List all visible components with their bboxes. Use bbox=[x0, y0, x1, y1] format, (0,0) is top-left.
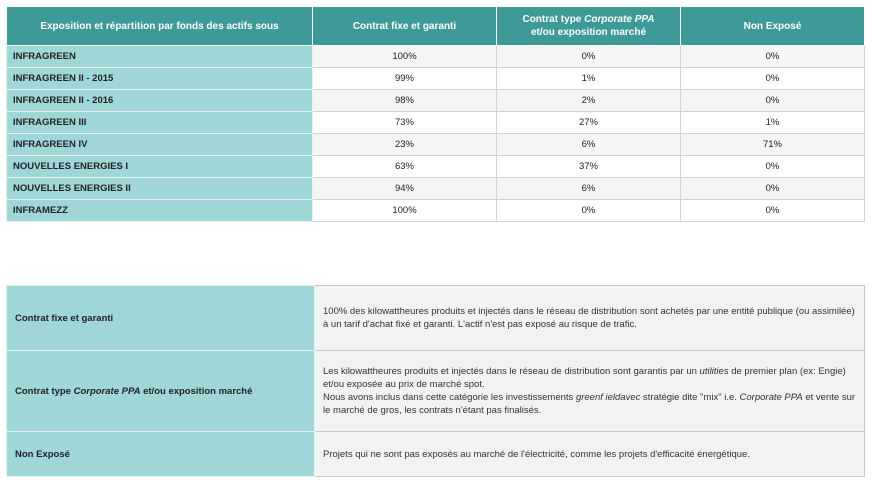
value-ppa: 2% bbox=[497, 90, 681, 112]
fund-name: INFRAGREEN II - 2015 bbox=[7, 68, 313, 90]
definition-term: Contrat fixe et garanti bbox=[7, 286, 315, 351]
header-non-expose: Non Exposé bbox=[681, 7, 865, 46]
value-fixe: 94% bbox=[313, 178, 497, 200]
value-fixe: 100% bbox=[313, 200, 497, 222]
fund-name: NOUVELLES ENERGIES I bbox=[7, 156, 313, 178]
definitions-table bbox=[6, 285, 865, 477]
value-fixe: 99% bbox=[313, 68, 497, 90]
desc-a-em: utilities bbox=[699, 366, 729, 377]
definition-row-fixe bbox=[7, 286, 865, 351]
table-row bbox=[7, 134, 865, 156]
allocation-header-row bbox=[7, 7, 865, 46]
table-row bbox=[7, 46, 865, 68]
table-row bbox=[7, 178, 865, 200]
table-row bbox=[7, 200, 865, 222]
value-fixe: 63% bbox=[313, 156, 497, 178]
value-ppa: 37% bbox=[497, 156, 681, 178]
desc-c: Nous avons inclus dans cette catégorie les investissements bbox=[323, 392, 576, 403]
fund-name: INFRAGREEN II - 2016 bbox=[7, 90, 313, 112]
definition-term bbox=[7, 351, 315, 432]
value-fixe: 73% bbox=[313, 112, 497, 134]
definition-row-non-expose bbox=[7, 432, 865, 477]
header-ppa-pre: Contrat type bbox=[522, 14, 585, 25]
value-non-expose: 0% bbox=[681, 178, 865, 200]
term-post: et/ou exposition marché bbox=[140, 385, 253, 397]
desc-d-em: Corporate PPA bbox=[739, 392, 803, 403]
fund-name: NOUVELLES ENERGIES II bbox=[7, 178, 313, 200]
value-non-expose: 0% bbox=[681, 68, 865, 90]
desc-e: et vente sur le marché de gros, les contrats n'étant pas finalisés. bbox=[323, 392, 856, 416]
value-non-expose: 0% bbox=[681, 156, 865, 178]
term-em: Corporate PPA bbox=[73, 385, 141, 397]
value-ppa: 6% bbox=[497, 178, 681, 200]
header-ppa-em: Corporate PPA bbox=[584, 14, 655, 25]
fund-name: INFRAGREEN bbox=[7, 46, 313, 68]
definition-description bbox=[315, 351, 865, 432]
value-fixe: 100% bbox=[313, 46, 497, 68]
desc-d: stratégie dite "mix" i.e. bbox=[640, 392, 740, 403]
value-non-expose: 0% bbox=[681, 200, 865, 222]
fund-name: INFRAGREEN IV bbox=[7, 134, 313, 156]
value-ppa: 27% bbox=[497, 112, 681, 134]
definition-row-ppa bbox=[7, 351, 865, 432]
header-contrat-ppa bbox=[497, 7, 681, 46]
table-row bbox=[7, 68, 865, 90]
fund-name: INFRAMEZZ bbox=[7, 200, 313, 222]
term-pre: Contrat type bbox=[15, 385, 74, 397]
definition-term: Non Exposé bbox=[7, 432, 315, 477]
table-row bbox=[7, 156, 865, 178]
value-ppa: 1% bbox=[497, 68, 681, 90]
value-fixe: 98% bbox=[313, 90, 497, 112]
fund-name: INFRAGREEN III bbox=[7, 112, 313, 134]
value-ppa: 0% bbox=[497, 200, 681, 222]
header-contrat-fixe: Contrat fixe et garanti bbox=[313, 7, 497, 46]
desc-b: de premier plan (ex: Engie) et/ou exposée au prix de marché spot. bbox=[323, 366, 846, 390]
value-ppa: 0% bbox=[497, 46, 681, 68]
allocation-table bbox=[6, 6, 865, 222]
desc-a: Les kilowattheures produits et injectés dans le réseau de distribution sont garantis par un bbox=[323, 366, 700, 377]
value-non-expose: 1% bbox=[681, 112, 865, 134]
definition-description: 100% des kilowattheures produits et injectés dans le réseau de distribution sont achetés par une entité publique (ou assimilée) à un tarif d'achat fixé et garanti. L'actif n'est pas exposé au risque de trafic. bbox=[315, 286, 865, 351]
definition-description: Projets qui ne sont pas exposés au marché de l'électricité, comme les projets d'efficacité énergétique. bbox=[315, 432, 865, 477]
value-fixe: 23% bbox=[313, 134, 497, 156]
desc-c-em: greenf ieldavec bbox=[575, 392, 641, 403]
table-row bbox=[7, 90, 865, 112]
header-ppa-post: et/ou exposition marché bbox=[530, 27, 647, 38]
value-non-expose: 71% bbox=[681, 134, 865, 156]
value-non-expose: 0% bbox=[681, 90, 865, 112]
value-non-expose: 0% bbox=[681, 46, 865, 68]
header-fund-exposition: Exposition et répartition par fonds des actifs sous bbox=[7, 7, 313, 46]
table-row bbox=[7, 112, 865, 134]
value-ppa: 6% bbox=[497, 134, 681, 156]
